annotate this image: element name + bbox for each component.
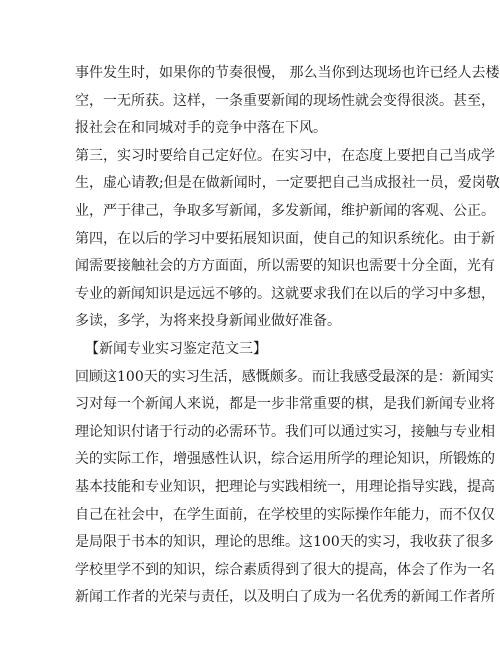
section-heading: 【新闻专业实习鉴定范文三】: [85, 340, 267, 357]
text-line: 自己在社会中，在学生面前，在学校里的实际操作年能力，而不仅仅: [75, 506, 495, 523]
text-line: 第三，实习时要给自己定好位。在实习中，在态度上要把自己当成学: [75, 147, 495, 164]
text-line: 专业的新闻知识是远远不够的。这就要求我们在以后的学习中多想，: [75, 285, 495, 302]
text-line: 回顾这100天的实习生活，感慨颇多。而让我感受最深的是：新闻实: [75, 368, 494, 385]
text-line: 习对每一个新闻人来说，都是一步非常重要的棋，是我们新闻专业将: [75, 396, 495, 413]
text-line: 基本技能和专业知识，把理论与实践相统一，用理论指导实践，提高: [75, 478, 495, 495]
text-line: 理论知识付诸于行动的必需环节。我们可以通过实习，接触与专业相: [75, 423, 495, 440]
text-line: 报社会在和同城对手的竞争中落在下风。: [75, 120, 327, 137]
text-line: 空，一无所获。这样，一条重要新闻的现场性就会变得很淡。甚至，: [75, 92, 495, 109]
document-page: [75, 60, 500, 612]
text-line: 学校里学不到的知识，综合素质得到了很大的提高，体会了作为一名: [75, 561, 495, 578]
text-line: 事件发生时，如果你的节奏很慢， 那么当你到达现场也许已经人去楼: [75, 65, 500, 81]
text-line: 闻需要接触社会的方方面面，所以需要的知识也需要十分全面，光有: [75, 258, 495, 275]
text-line: 是局限于书本的知识，理论的思维。这100天的实习，我收获了很多: [75, 534, 494, 551]
text-line: 新闻工作者的光荣与责任，以及明白了成为一名优秀的新闻工作者所: [75, 589, 495, 606]
text-line: 生，虚心请教;但是在做新闻时，一定要把自己当成报社一员，爱岗敬: [75, 175, 500, 192]
text-line: 关的实际工作，增强感性认识，综合运用所学的理论知识，所锻炼的: [75, 451, 495, 468]
text-line: 多读，多学，为将来投身新闻业做好准备。: [75, 313, 341, 330]
text-line: 第四，在以后的学习中要拓展知识面，使自己的知识系统化。由于新: [75, 230, 495, 247]
text-line: 业，严于律己，争取多写新闻，多发新闻，维护新闻的客观、公正。: [75, 202, 495, 219]
